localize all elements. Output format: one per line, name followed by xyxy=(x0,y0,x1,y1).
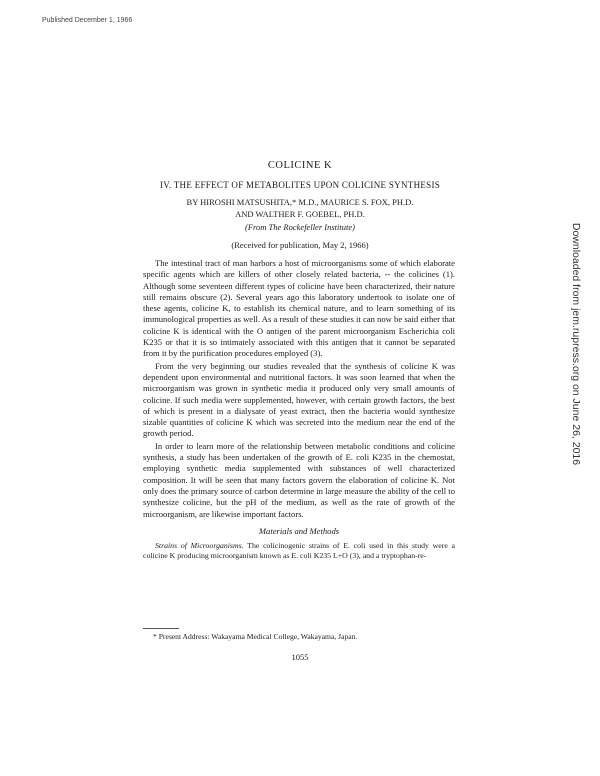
published-date: Published December 1, 1966 xyxy=(42,17,133,24)
article-subtitle: IV. THE EFFECT OF METABOLITES UPON COLICINE SYNTHESIS xyxy=(159,180,441,190)
article-title: COLICINE K xyxy=(267,160,333,171)
methods-lead: Strains of Microorganisms. xyxy=(155,541,244,551)
methods-paragraph xyxy=(143,541,455,561)
download-note: Downloaded from jem.rupress.org on June 26, 2016 xyxy=(570,222,582,466)
authors-line-1: BY HIROSHI MATSUSHITA,* M.D., MAURICE S. FOX, PH.D. xyxy=(186,197,414,207)
paragraph-3: In order to learn more of the relationship between metabolic conditions and colicine synthesis, a study has been undertaken of the growth of E. coli K235 in the chemostat, employing synthetic media supplemented with substances of well characterized composition. It will be seen that many factors govern the elaboration of colicine K. Not only does the primary source of carbon determine in large measure the ability of the cell to synthesize colicine, but the pH of the medium, as well as the rate of growth of the microorganism, are likewise important factors. xyxy=(143,440,455,519)
received-date: (Received for publication, May 2, 1966) xyxy=(231,240,369,250)
authors-line-2: AND WALTHER F. GOEBEL, PH.D. xyxy=(235,209,365,219)
paragraph-2: From the very beginning our studies revealed that the synthesis of colicine K was dependent upon environmental and nutritional factors. It was soon learned that when the microorganism was grown in synthetic media it produced only very small amounts of colicine. If such media were supplemented, however, with certain growth factors, the best of which is present in a dialysate of yeast extract, then the bacteria would synthesize sizable quantities of colicine K which was secreted into the medium near the end of the growth period. xyxy=(143,360,455,439)
section-heading: Materials and Methods xyxy=(258,525,340,536)
footnote-rule xyxy=(143,628,179,629)
author-block xyxy=(0,196,600,220)
download-watermark xyxy=(566,214,586,474)
paragraph-1: The intestinal tract of man harbors a host of microorganisms some of which elaborate specific agents which are killers of other closely related bacteria, -- the colicines (1). Although some seventeen different types of colicine have been characterized, their nature still remains obscure (2). Several years ago this laboratory undertook to isolate one of these agents, colicine K, to establish its chemical nature, and to learn something of its immunological properties as well. As a result of these studies it can now be said either that colicine K is identical with the O antigen of the parent microorganism Escherichia coli K235 or that it is so intimately associated with this antigen that it cannot be separated from it by the purification procedures employed (3). xyxy=(143,258,455,359)
article-body xyxy=(143,258,455,562)
page-number: 1055 xyxy=(291,652,309,662)
footnote: * Present Address: Wakayama Medical College, Wakayama, Japan. xyxy=(153,632,358,641)
institution: (From The Rockefeller Institute) xyxy=(245,222,355,232)
methods-text: The colicinogenic strains of E. coli used in this study were a colicine K producing microorganism known as E. coli K235 L+O (3), and a tryptophan-re- xyxy=(143,541,456,561)
